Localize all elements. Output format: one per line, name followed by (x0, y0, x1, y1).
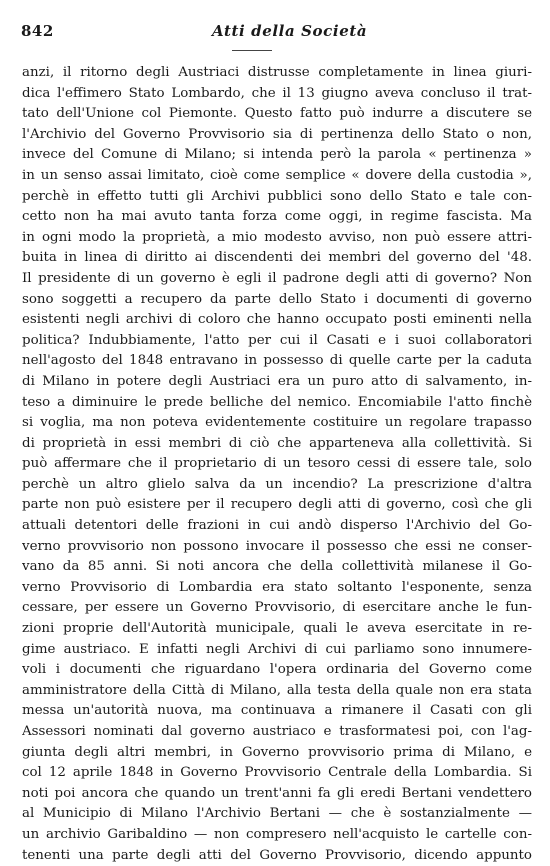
text-line: un archivio Garibaldino — non compresero nell'acquisto le cartelle con- (22, 826, 532, 842)
text-line: di proprietà in essi membri di ciò che apparteneva alla collettività. Si (22, 435, 532, 451)
text-line: di Milano in potere degli Austriaci era un puro atto di salvamento, in- (22, 373, 532, 389)
text-line: politica? Indubbiamente, l'atto per cui il Casati e i suoi collaboratori (22, 332, 532, 348)
text-line: Assessori nominati dal governo austriaco e trasformatesi poi, con l'ag- (22, 724, 532, 739)
text-line: dica l'effimero Stato Lombardo, che il 13 giugno aveva concluso il trat- (22, 85, 532, 101)
text-line: in ogni modo la proprietà, a mio modesto avviso, non può essere attri- (22, 229, 532, 245)
text-line: esistenti negli archivi di coloro che hanno occupato posti eminenti nella (22, 312, 532, 328)
text-line: si voglia, ma non poteva evidentemente costituire un regolare trapasso (22, 415, 532, 431)
text-line: messa un'autorità nuova, ma continuava a rimanere il Casati con gli (22, 703, 532, 719)
text-line: cessare, per essere un Governo Provvisorio, di esercitare anche le fun- (22, 600, 532, 616)
header-divider (232, 50, 272, 51)
running-title: Atti della Società (212, 22, 368, 40)
text-line: cetto non ha mai avuto tanta forza come oggi, in regime fascista. Ma (22, 209, 532, 225)
text-line: tato dell'Unione col Piemonte. Questo fatto può indurre a discutere se (22, 106, 532, 122)
text-line: attuali detentori delle frazioni in cui andò disperso l'Archivio del Go- (22, 518, 532, 534)
text-line: col 12 aprile 1848 in Governo Provvisorio Centrale della Lombardia. Si (22, 765, 532, 781)
text-line: perchè un altro glielo salva da un incendio? La prescrizione d'altra (22, 476, 532, 492)
text-line: invece del Comune di Milano; si intenda però la parola « pertinenza » (22, 147, 532, 163)
text-line: noti poi ancora che quando un trent'anni fa gli eredi Bertani vendettero (22, 785, 532, 801)
text-line: teso a diminuire le prede belliche del nemico. Encomiabile l'atto finchè (22, 394, 532, 410)
text-line: perchè in effetto tutti gli Archivi pubblici sono dello Stato e tale con- (22, 188, 532, 204)
text-line: gime austriaco. E infatti negli Archivi di cui parliamo sono innumere- (22, 641, 532, 657)
text-line: nell'agosto del 1848 entravano in possesso di quelle carte per la caduta (22, 353, 532, 369)
text-line: zioni proprie dell'Autorità municipale, quali le aveva esercitate in re- (22, 621, 532, 637)
body-text (22, 63, 532, 866)
text-line: al Municipio di Milano l'Archivio Bertani — che è sostanzialmente — (22, 806, 532, 822)
text-line: giunta degli altri membri, in Governo provvisorio prima di Milano, e (22, 744, 532, 760)
text-line: anzi, il ritorno degli Austriaci distrusse completamente in linea giuri- (22, 65, 532, 80)
text-line: buita in linea di diritto ai discendenti dei membri del governo del '48. (22, 250, 532, 266)
text-line: l'Archivio del Governo Provvisorio sia di pertinenza dello Stato o non, (22, 126, 532, 142)
text-line: verno provvisorio non possono invocare il possesso che essi ne conser- (22, 538, 532, 554)
text-line: può affermare che il proprietario di un tesoro cessi di essere tale, solo (22, 456, 532, 472)
text-line: vano da 85 anni. Si noti ancora che della collettività milanese il Go- (22, 559, 532, 575)
text-line: parte non può esistere per il recupero degli atti di governo, così che gli (22, 497, 532, 513)
text-line: voli i documenti che riguardano l'opera ordinaria del Governo come (22, 662, 532, 678)
page-header (0, 22, 550, 46)
text-line: verno Provvisorio di Lombardia era stato soltanto l'esponente, senza (22, 579, 532, 595)
text-line: amministratore della Città di Milano, alla testa della quale non era stata (22, 682, 532, 698)
text-line: Il presidente di un governo è egli il padrone degli atti di governo? Non (22, 270, 532, 286)
text-line: in un senso assai limitato, cioè come semplice « dovere della custodia », (22, 167, 532, 183)
page-number: 842 (21, 22, 54, 40)
text-line: sono soggetti a recupero da parte dello Stato i documenti di governo (22, 291, 532, 307)
text-line: tenenti una parte degli atti del Governo Provvisorio, dicendo appunto (22, 847, 532, 863)
